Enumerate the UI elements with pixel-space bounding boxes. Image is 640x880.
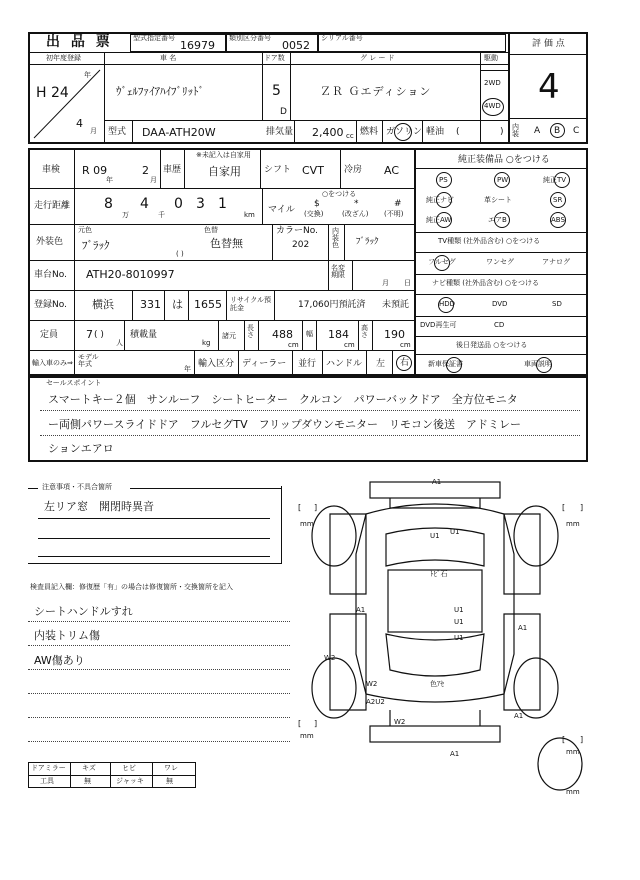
interior-b: B <box>554 126 561 136</box>
opt-dvd-play: DVD再生可 <box>420 321 457 329</box>
chassis-value: ATH20-8010997 <box>86 268 175 281</box>
sales-line-3: ションエアロ <box>48 442 114 455</box>
opt-hdd: HDD <box>439 300 456 308</box>
door-type: D <box>280 107 287 117</box>
opt-oneseg: ワンセグ <box>486 258 514 266</box>
mark-9: U1 <box>454 634 464 642</box>
opt-cd: CD <box>494 321 505 329</box>
model-no: 16979 <box>180 39 215 52</box>
inspection-month: 2 <box>142 164 149 177</box>
type-value: DAA-ATH20W <box>142 126 216 139</box>
inspection-year: R 09 <box>82 164 108 177</box>
drive-label: 駆動 <box>484 54 498 62</box>
navi-label: ナビ種類 (社外品含む) ○をつける <box>432 279 540 287</box>
fuel-label: 燃料 <box>360 127 379 137</box>
reg-num: 1655 <box>194 298 222 311</box>
serial-label: シリアル番号 <box>321 34 363 42</box>
orig-color: ﾌﾞﾗｯｸ <box>82 239 110 252</box>
length-value: 488 <box>272 328 293 341</box>
diesel-label: 軽油 <box>426 127 445 137</box>
interior-label: 内装 <box>512 123 519 138</box>
drive-4wd: 4WD <box>484 102 501 110</box>
svg-text:]: ] <box>314 503 318 512</box>
mark-6: U1 <box>454 606 464 614</box>
handle-right: 右 <box>400 358 410 368</box>
door-count: 5 <box>272 83 281 99</box>
reg-area: 横浜 <box>92 298 114 311</box>
opt-leather: 革シート <box>484 196 512 204</box>
opt-sd: SD <box>552 300 562 308</box>
svg-text:[: [ <box>298 719 302 728</box>
chassis-label: 車台No. <box>34 270 67 280</box>
drive-2wd: 2WD <box>484 79 501 87</box>
displacement-value: 2,400 <box>312 126 344 139</box>
mm-rl: mm <box>300 732 314 740</box>
int-color: ﾌﾞﾗｯｸ <box>356 237 379 247</box>
history-value: 自家用 <box>208 165 241 178</box>
opt-manual: 車両説明 <box>524 360 552 368</box>
reg-kana: は <box>172 298 183 311</box>
equip-label: 純正装備品 ○をつける <box>458 155 550 165</box>
inspector-label: 検査員記入欄：修復歴「有」の場合は修復箇所・交換箇所を記入 <box>30 583 233 591</box>
inspector-line-3: AW傷あり <box>34 654 85 667</box>
tv-label: TV種類 (社外品含む) ○をつける <box>438 237 541 245</box>
opt-pw: PW <box>497 176 509 184</box>
doors-label: ドア数 <box>264 54 285 62</box>
interior-c: C <box>573 126 580 136</box>
interior-a: A <box>534 126 541 136</box>
first-reg-month: 4 <box>76 117 83 130</box>
mm-spare: mm <box>566 788 580 796</box>
mark-5: A1 <box>356 606 366 614</box>
class-no-label: 類別区分番号 <box>229 34 271 42</box>
recycle-value: 17,060円預託済 <box>298 300 366 310</box>
class-no: 0052 <box>282 39 310 52</box>
caution-line-1: 左リア窓 開閉時異音 <box>44 500 154 513</box>
sales-line-2: ー両側パワースライドドア フルセグTV フリップダウンモニター リモコン後送 アドミレー <box>48 418 521 431</box>
shift-value: CVT <box>302 164 324 177</box>
caution-box <box>28 483 282 564</box>
history-label: 車歴 <box>163 165 182 175</box>
mark-note: ○をつける <box>322 190 357 198</box>
mileage-d1: 8 <box>104 196 113 212</box>
mile-label: マイル <box>268 205 295 215</box>
mark-8: A1 <box>518 624 528 632</box>
year-unit: 年 <box>84 71 91 79</box>
car-name: ｳﾞｪﾙﾌｧｲｱﾊｲﾌﾞﾘｯﾄﾞ <box>116 85 204 98</box>
inspector-line-2: 内装トリム傷 <box>34 629 100 642</box>
month-unit: 月 <box>90 127 97 135</box>
color-label: 外装色 <box>36 237 64 247</box>
opt-genuine-aw: 純正AW <box>426 216 452 224</box>
mark-1: A1 <box>432 478 442 486</box>
first-reg-era: H 24 <box>36 85 69 101</box>
sales-label: セールスポイント <box>46 379 102 387</box>
reg-class: 331 <box>140 298 161 311</box>
car-name-label: 車 名 <box>160 54 177 62</box>
mark-7: U1 <box>454 618 464 626</box>
car-diagram <box>290 474 590 804</box>
mark-2: U1 <box>430 532 440 540</box>
model-no-label: 型式指定番号 <box>133 34 175 42</box>
score-value: 4 <box>538 67 560 107</box>
mileage-d2: 4 <box>140 196 149 212</box>
svg-text:]: ] <box>580 503 584 512</box>
mileage-label: 走行距離 <box>34 201 71 211</box>
svg-text:[: [ <box>298 503 302 512</box>
opt-dvd: DVD <box>492 300 508 308</box>
mark-14: A1 <box>514 712 524 720</box>
mark-16: A1 <box>450 750 460 758</box>
shift-label: シフト <box>264 165 292 175</box>
mm-fl: mm <box>300 520 314 528</box>
fuel-value: ガソリン <box>386 127 423 137</box>
mark-13: A2U2 <box>366 698 385 706</box>
opt-warranty: 新車保証書 <box>428 360 463 368</box>
svg-text:]: ] <box>580 735 584 744</box>
mark-10: W2 <box>324 654 336 662</box>
regno-label: 登録No. <box>34 300 67 310</box>
svg-text:[: [ <box>562 735 566 744</box>
opt-airbag: エアB <box>488 216 507 224</box>
capacity-value: 7 <box>86 328 93 341</box>
height-value: 190 <box>384 328 405 341</box>
mark-12: 色ｱｾ <box>430 680 444 688</box>
mark-4: ﾄﾋﾞ石 <box>430 570 448 578</box>
opt-sr: SR <box>553 196 563 204</box>
mm-fr: mm <box>566 520 580 528</box>
inspector-line-1: シートハンドルすれ <box>34 605 133 618</box>
score-label: 評 価 点 <box>532 39 565 49</box>
opt-analog: アナログ <box>542 258 570 266</box>
later-label: 後日発送品 ○をつける <box>456 341 528 349</box>
mileage-d4: 3 <box>196 196 205 212</box>
opt-ps: PS <box>439 176 448 184</box>
grade-value: ＺＲ Ｇエディション <box>320 85 432 98</box>
displacement-label: 排気量 <box>266 127 294 137</box>
inspection-label: 車検 <box>42 165 61 175</box>
opt-abs: ABS <box>551 216 565 224</box>
repaint-value: 色替無 <box>210 237 243 250</box>
ac-value: AC <box>384 164 400 177</box>
opt-genuine-tv: 純正TV <box>543 176 567 184</box>
opt-fullseg: フルセグ <box>428 258 456 266</box>
mark-11: W2 <box>366 680 378 688</box>
color-no: 202 <box>292 240 310 250</box>
mark-3: U1 <box>450 528 460 536</box>
svg-text:]: ] <box>314 719 318 728</box>
mm-rr: mm <box>566 748 580 756</box>
mark-15: W2 <box>394 718 406 726</box>
cc-unit: cc <box>346 132 354 140</box>
opt-genuine-navi: 純正ナビ <box>426 196 454 204</box>
type-label: 型式 <box>108 127 127 137</box>
form-title: 出 品 票 <box>46 34 113 50</box>
svg-text:[: [ <box>562 503 566 512</box>
mileage-d5: 1 <box>218 196 227 212</box>
import-label: 輸入車のみ⇒ <box>32 359 73 367</box>
capacity-label: 定員 <box>40 330 59 340</box>
width-value: 184 <box>328 328 349 341</box>
mileage-d3: 0 <box>174 196 183 212</box>
first-reg-label: 初年度登録 <box>46 54 81 62</box>
sales-line-1: スマートキー２個 サンルーフ シートヒーター クルコン パワーバックドア 全方位モニタ <box>48 393 518 406</box>
caution-label: 注意事項・不具合箇所 <box>42 483 112 491</box>
ac-label: 冷房 <box>344 165 363 175</box>
grade-label: グ レ ー ド <box>360 54 395 62</box>
history-note: ※未記入は自家用 <box>196 151 251 159</box>
